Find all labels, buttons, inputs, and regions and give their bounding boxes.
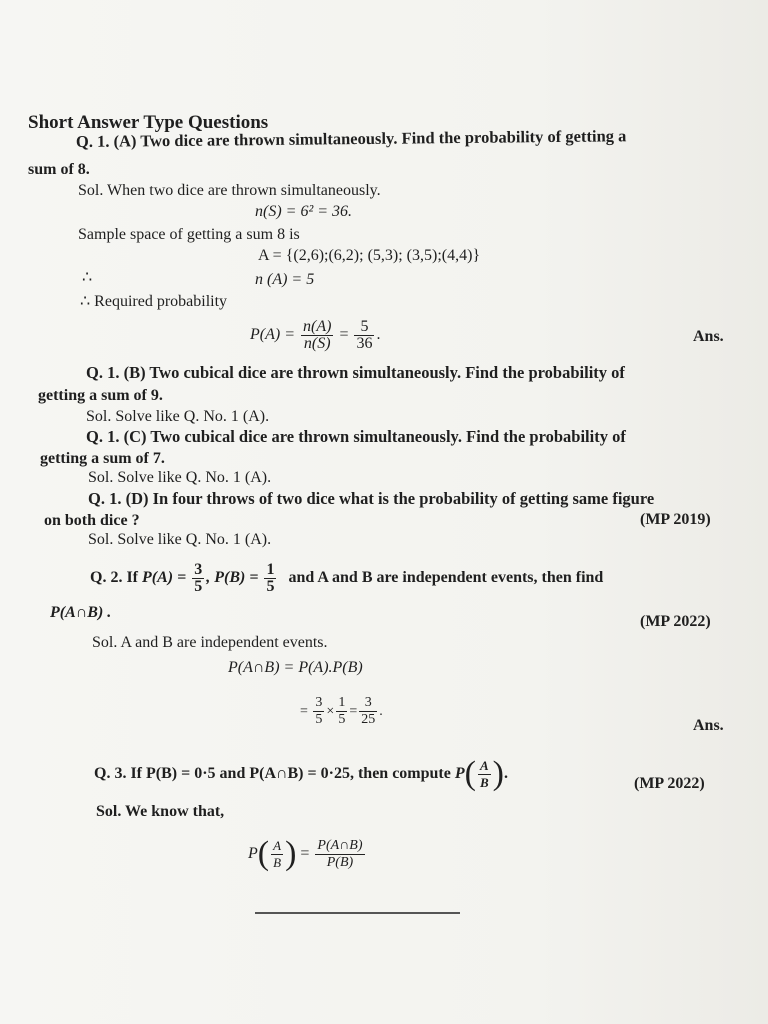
numerator: 5	[354, 319, 374, 336]
denominator: B	[273, 854, 282, 870]
fraction-1-5	[264, 562, 276, 595]
q2-eq2	[300, 692, 383, 732]
equals: =	[300, 704, 308, 719]
right-paren: )	[285, 835, 297, 873]
fraction-a-over-b	[478, 758, 491, 791]
q1a-ns: n(S) = 6² = 36.	[255, 203, 353, 220]
numerator: A	[273, 837, 282, 853]
q1d-line2: on both dice ?	[44, 512, 140, 529]
numerator: 3	[194, 560, 203, 578]
q3-reference: (MP 2022)	[634, 775, 705, 792]
q2-solution: Sol. A and B are independent events.	[92, 634, 328, 651]
q2-prefix: Q. 2. If	[90, 569, 138, 586]
q2-line2: P(A∩B) .	[50, 604, 112, 621]
section-heading: Short Answer Type Questions	[28, 112, 269, 133]
q3-solution: Sol. We know that,	[96, 803, 225, 820]
numerator: 1	[338, 695, 346, 711]
denominator: 5	[338, 712, 346, 728]
q1b-solution: Sol. Solve like Q. No. 1 (A).	[86, 408, 270, 425]
q3-question	[94, 752, 508, 796]
q1c-line1: Q. 1. (C) Two cubical dice are thrown simultaneously. Find the probability of	[86, 427, 626, 446]
numerator: P(A∩B)	[317, 837, 363, 853]
denominator: 25	[361, 712, 376, 728]
denominator: 5	[194, 577, 203, 595]
q1a-required: ∴ Required probability	[80, 293, 228, 310]
divider-rule	[255, 912, 460, 914]
q3-formula	[248, 832, 367, 876]
q1c-solution: Sol. Solve like Q. No. 1 (A).	[88, 469, 272, 486]
denominator: n(S)	[303, 334, 331, 352]
left-paren: (	[257, 835, 270, 873]
q1a-line2: sum of 8.	[28, 161, 90, 178]
q2-ans: Ans.	[693, 717, 724, 734]
p-label: P	[454, 765, 465, 782]
q1a-ans: Ans.	[693, 328, 724, 345]
q2-eq1: P(A∩B) = P(A).P(B)	[228, 659, 363, 676]
q1a-therefore: ∴	[82, 269, 93, 286]
formula-lhs: P(A) =	[250, 326, 295, 343]
p-label: P	[248, 845, 258, 862]
fraction-pab-over-pb	[315, 838, 364, 871]
right-paren: )	[492, 755, 504, 793]
numerator: 3	[359, 695, 377, 712]
equals: =	[339, 326, 349, 343]
q1b-line2: getting a sum of 9.	[38, 387, 163, 404]
q1a-na: n (A) = 5	[255, 271, 315, 288]
fraction-1-5	[336, 695, 347, 728]
q1d-reference: (MP 2019)	[640, 511, 711, 528]
numerator: 1	[266, 560, 275, 578]
fraction-3-25	[359, 695, 377, 728]
numerator: 3	[315, 695, 323, 711]
q1a-sample-space: Sample space of getting a sum 8 is	[78, 226, 300, 243]
numerator: A	[479, 757, 489, 773]
fraction-5-36	[354, 319, 374, 352]
denominator: 5	[315, 712, 323, 728]
left-paren: (	[464, 755, 476, 793]
times: ×	[326, 704, 335, 719]
fraction-na-ns	[301, 319, 333, 352]
q2-question-line1	[90, 556, 603, 600]
pb-label: , P(B) =	[206, 569, 259, 586]
q1a-probability-formula	[250, 315, 380, 355]
q1d-solution: Sol. Solve like Q. No. 1 (A).	[88, 531, 272, 548]
fraction-3-5	[192, 562, 204, 595]
equals: =	[349, 704, 358, 719]
q1b-line1: Q. 1. (B) Two cubical dice are thrown simultaneously. Find the probability of	[86, 363, 625, 382]
q1a-line1: Q. 1. (A) Two dice are thrown simultaneously. Find the probability of getting a	[75, 126, 627, 151]
period: .	[503, 765, 508, 782]
denominator: P(B)	[326, 854, 354, 870]
pa-label: P(A) =	[142, 569, 187, 586]
q1a-set-a: A = {(2,6);(6,2); (5,3); (3,5);(4,4)}	[258, 247, 481, 264]
q1c-line2: getting a sum of 7.	[40, 450, 165, 467]
denominator: 5	[266, 577, 275, 595]
fraction-3-5	[313, 695, 324, 728]
period: .	[376, 326, 381, 343]
equals: =	[300, 845, 310, 862]
denominator: B	[479, 774, 489, 790]
numerator: n(A)	[303, 317, 332, 335]
fraction-a-over-b	[271, 838, 283, 871]
q2-suffix: and A and B are independent events, then find	[288, 569, 604, 586]
period: .	[379, 704, 383, 719]
q1a-solution: Sol. When two dice are thrown simultaneously.	[78, 182, 381, 199]
q2-reference: (MP 2022)	[640, 613, 711, 630]
q3-text: Q. 3. If P(B) = 0·5 and P(A∩B) = 0·25, then compute	[94, 765, 451, 782]
denominator: 36	[356, 334, 373, 352]
q1d-line1: Q. 1. (D) In four throws of two dice what is the probability of getting same figure	[88, 489, 655, 508]
